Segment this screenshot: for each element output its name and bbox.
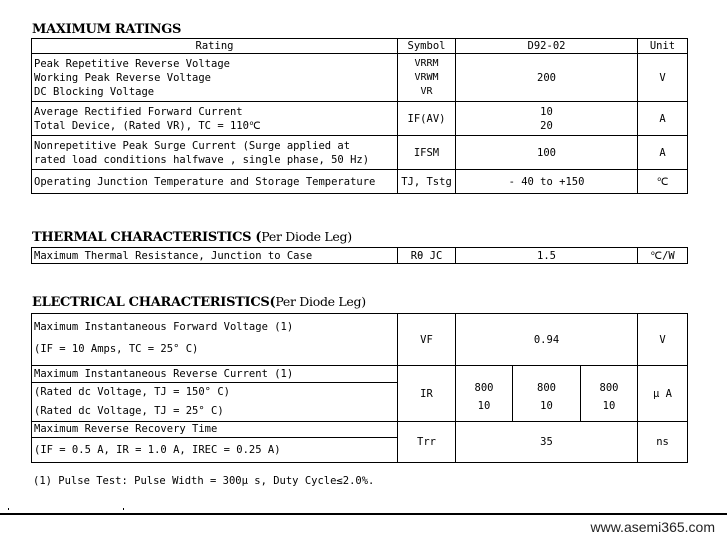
ir-hot: 800 (537, 381, 556, 394)
rating-symbol: IFSM (398, 136, 456, 170)
thermal-value: 1.5 (456, 248, 638, 264)
rating-unit: ℃ (638, 170, 688, 194)
website-link[interactable]: www.asemi365.com (590, 519, 715, 535)
thermal-unit: ℃/W (638, 248, 688, 264)
table-row (32, 366, 688, 422)
trr-unit: ns (638, 422, 688, 463)
vf-line: (IF = 10 Amps, TC = 25° C) (34, 342, 199, 355)
header-rating: Rating (32, 39, 398, 54)
symbol-line: VRRM (414, 57, 439, 69)
vf-line: Maximum Instantaneous Forward Voltage (1) (34, 320, 294, 333)
trr-value: 35 (456, 422, 638, 463)
vf-value: 0.94 (456, 314, 638, 366)
ir-unit: μ A (638, 366, 688, 422)
table-row (32, 136, 688, 170)
rating-symbol: IF(AV) (398, 102, 456, 136)
rating-unit: V (638, 54, 688, 102)
rating-value: 200 (456, 54, 638, 102)
rating-symbol (398, 54, 456, 102)
rating-line: Total Device, (Rated VR), TC = 110℃ (34, 119, 261, 132)
rating-label: Operating Junction Temperature and Storage Temperature (32, 170, 398, 194)
header-device: D92-02 (456, 39, 638, 54)
table-row (32, 314, 688, 366)
trr-line: (IF = 0.5 A, IR = 1.0 A, IREC = 0.25 A) (34, 444, 281, 456)
rating-value (456, 102, 638, 136)
rating-line: Average Rectified Forward Current (34, 105, 243, 118)
vf-symbol: VF (398, 314, 456, 366)
ir-line: (Rated dc Voltage, TJ = 150° C) (34, 385, 230, 398)
max-ratings-table (31, 38, 688, 194)
value-line: 20 (540, 119, 553, 132)
ir-hot: 800 (599, 381, 619, 394)
vf-unit: V (638, 314, 688, 366)
electrical-table (31, 313, 688, 463)
table-row (32, 54, 688, 102)
ir-line: Maximum Instantaneous Reverse Current (1) (32, 367, 397, 383)
table-row (32, 170, 688, 194)
thermal-label: Maximum Thermal Resistance, Junction to Case (32, 248, 398, 264)
rating-label (32, 102, 398, 136)
trr-symbol: Trr (398, 422, 456, 463)
ir-symbol: IR (398, 366, 456, 422)
rating-value: 100 (456, 136, 638, 170)
ir-label (32, 366, 398, 422)
table-row (32, 422, 688, 463)
pulse-test-footnote: (1) Pulse Test: Pulse Width = 300μ s, Duty Cycle≤2.0%. (33, 475, 375, 487)
rating-label (32, 54, 398, 102)
rating-unit: A (638, 136, 688, 170)
rating-line: DC Blocking Voltage (34, 85, 155, 98)
max-ratings-title: MAXIMUM RATINGS (32, 22, 182, 37)
table-row (32, 248, 688, 264)
page-tick (123, 508, 124, 510)
electrical-title (32, 294, 366, 310)
ir-line: (Rated dc Voltage, TJ = 25° C) (34, 404, 224, 417)
ir-value (456, 366, 513, 422)
header-symbol: Symbol (398, 39, 456, 54)
ir-cold: 10 (602, 399, 616, 412)
thermal-symbol: Rθ JC (398, 248, 456, 264)
rating-unit: A (638, 102, 688, 136)
thermal-title-main: THERMAL CHARACTERISTICS ( (32, 230, 262, 245)
rating-value: - 40 to +150 (456, 170, 638, 194)
rating-line: Working Peak Reverse Voltage (34, 71, 212, 84)
footer-divider (0, 513, 727, 515)
header-unit: Unit (638, 39, 688, 54)
ir-value (513, 366, 581, 422)
table-row (32, 102, 688, 136)
rating-line: Nonrepetitive Peak Surge Current (Surge applied at (34, 139, 351, 152)
vf-label (32, 314, 398, 366)
electrical-title-main: ELECTRICAL CHARACTERISTICS( (32, 295, 276, 310)
thermal-title (32, 229, 352, 245)
rating-line: rated load conditions halfwave , single phase, 50 Hz) (34, 153, 370, 166)
rating-symbol: TJ, Tstg (398, 170, 456, 194)
page-tick (8, 508, 9, 510)
symbol-line: VRWM (414, 71, 439, 83)
ir-value (581, 366, 638, 422)
rating-line: Peak Repetitive Reverse Voltage (34, 57, 230, 70)
thermal-title-sub: Per Diode Leg) (261, 229, 352, 244)
value-line: 10 (540, 105, 553, 118)
ir-cold: 10 (477, 399, 491, 412)
ir-hot: 800 (474, 381, 494, 394)
rating-label (32, 136, 398, 170)
electrical-title-sub: Per Diode Leg) (275, 294, 366, 309)
symbol-line: VR (420, 85, 433, 97)
trr-label (32, 422, 398, 463)
ir-cold: 10 (540, 399, 553, 412)
trr-line: Maximum Reverse Recovery Time (32, 422, 397, 438)
thermal-table (31, 247, 688, 264)
